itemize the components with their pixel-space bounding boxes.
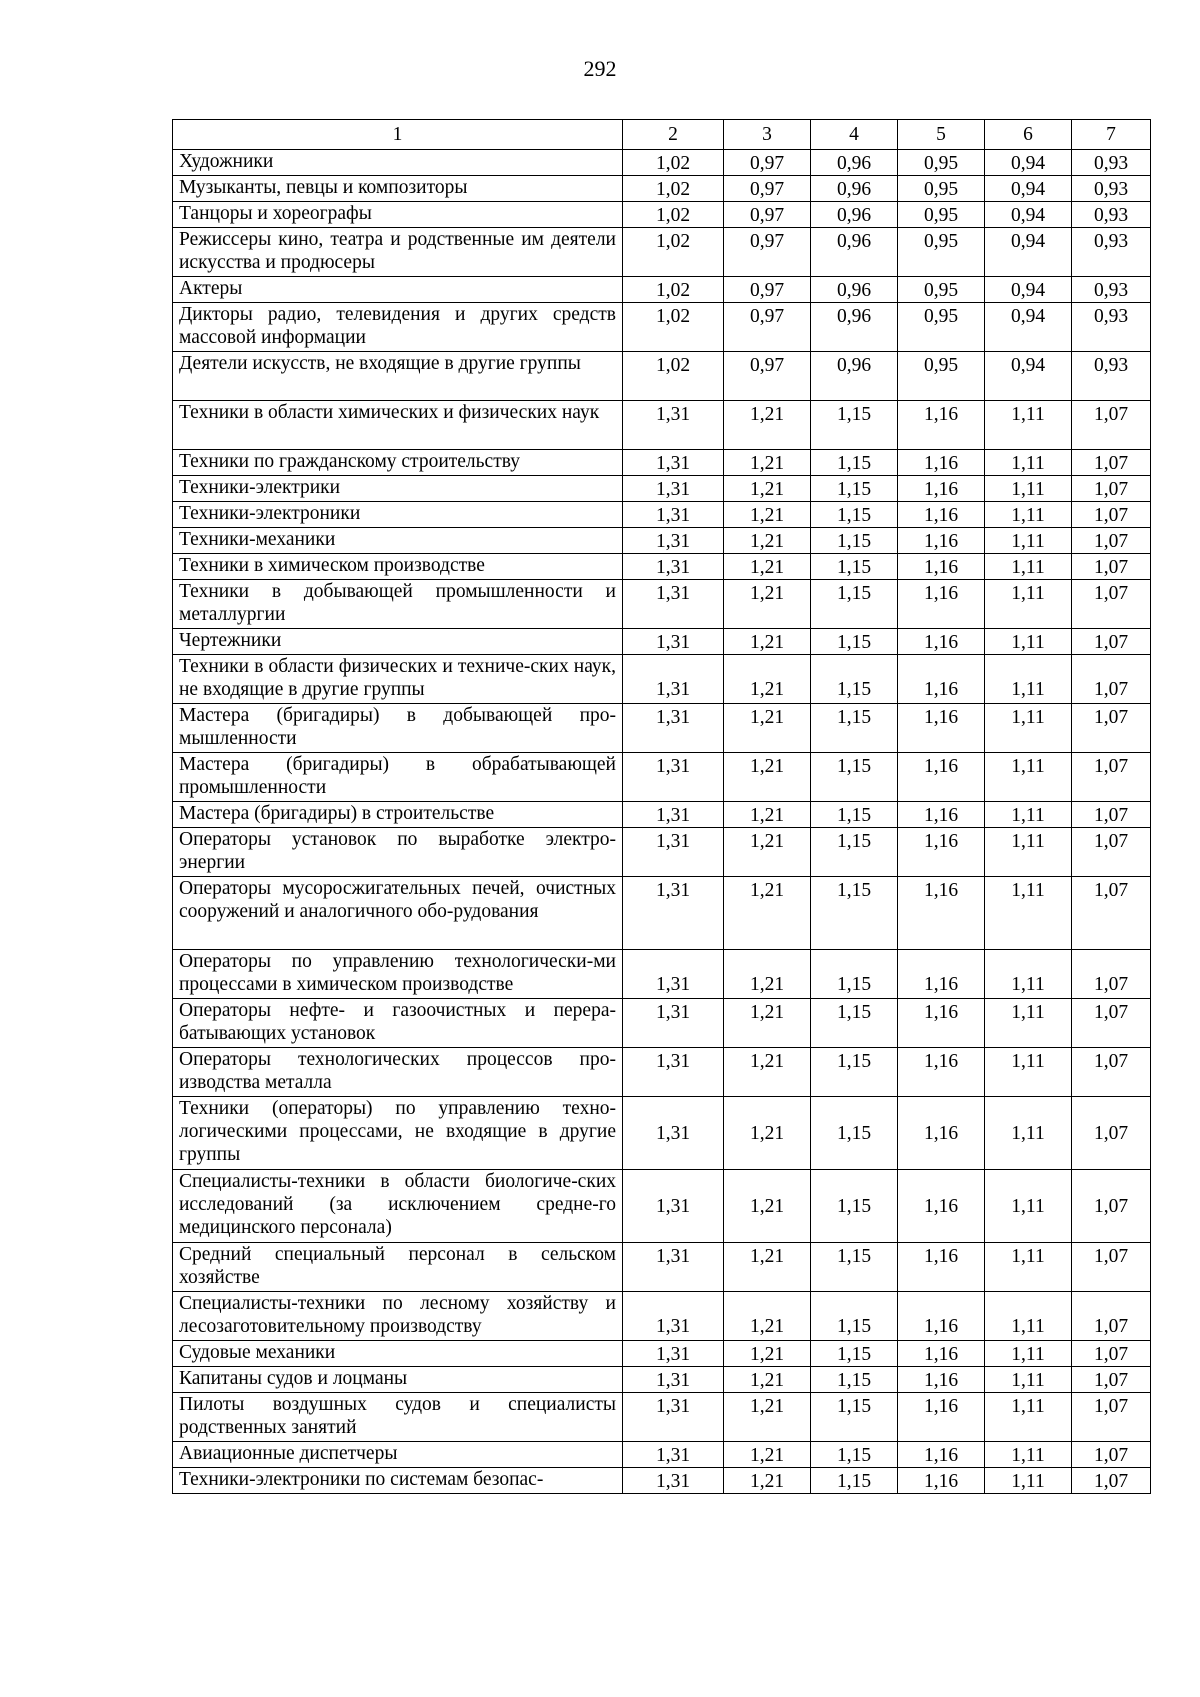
value-cell: 1,07 <box>1072 528 1151 554</box>
value-cell: 0,95 <box>898 150 985 176</box>
table-row <box>173 1097 1151 1170</box>
value-cell: 0,95 <box>898 303 985 352</box>
occupation-cell: Средний специальный персонал в сельском хозяйстве <box>173 1243 623 1292</box>
value-cell: 1,21 <box>724 554 811 580</box>
value-cell: 0,97 <box>724 303 811 352</box>
value-cell: 1,21 <box>724 877 811 950</box>
value-cell: 1,11 <box>985 580 1072 629</box>
occupation-cell: Чертежники <box>173 629 623 655</box>
value-cell: 1,21 <box>724 401 811 450</box>
value-cell: 1,15 <box>811 655 898 704</box>
value-cell: 1,11 <box>985 1393 1072 1442</box>
value-cell: 1,31 <box>623 655 724 704</box>
occupation-cell: Пилоты воздушных судов и специалисты родственных занятий <box>173 1393 623 1442</box>
value-cell: 1,11 <box>985 1367 1072 1393</box>
value-cell: 1,11 <box>985 629 1072 655</box>
value-cell: 0,96 <box>811 303 898 352</box>
value-cell: 1,11 <box>985 450 1072 476</box>
value-cell: 1,11 <box>985 1341 1072 1367</box>
value-cell: 1,21 <box>724 1442 811 1468</box>
value-cell: 1,21 <box>724 1243 811 1292</box>
value-cell: 1,02 <box>623 228 724 277</box>
column-header: 1 <box>173 120 623 150</box>
value-cell: 0,96 <box>811 352 898 401</box>
value-cell: 1,16 <box>898 1442 985 1468</box>
column-header: 3 <box>724 120 811 150</box>
value-cell: 1,07 <box>1072 554 1151 580</box>
value-cell: 1,15 <box>811 753 898 802</box>
value-cell: 1,11 <box>985 1048 1072 1097</box>
value-cell: 1,16 <box>898 528 985 554</box>
occupation-cell: Техники-электрики <box>173 476 623 502</box>
occupation-cell: Музыканты, певцы и композиторы <box>173 176 623 202</box>
value-cell: 0,95 <box>898 277 985 303</box>
value-cell: 0,97 <box>724 176 811 202</box>
value-cell: 0,96 <box>811 150 898 176</box>
value-cell: 1,11 <box>985 1170 1072 1243</box>
value-cell: 1,21 <box>724 1468 811 1494</box>
value-cell: 1,11 <box>985 999 1072 1048</box>
column-header: 4 <box>811 120 898 150</box>
occupation-cell: Судовые механики <box>173 1341 623 1367</box>
table-row <box>173 1341 1151 1367</box>
value-cell: 1,16 <box>898 580 985 629</box>
value-cell: 1,15 <box>811 554 898 580</box>
value-cell: 1,07 <box>1072 828 1151 877</box>
value-cell: 0,94 <box>985 202 1072 228</box>
value-cell: 1,16 <box>898 1243 985 1292</box>
value-cell: 1,11 <box>985 1243 1072 1292</box>
value-cell: 0,97 <box>724 228 811 277</box>
value-cell: 1,16 <box>898 1367 985 1393</box>
value-cell: 1,11 <box>985 528 1072 554</box>
value-cell: 1,31 <box>623 1048 724 1097</box>
value-cell: 1,07 <box>1072 1393 1151 1442</box>
column-header: 5 <box>898 120 985 150</box>
value-cell: 1,21 <box>724 580 811 629</box>
value-cell: 0,94 <box>985 352 1072 401</box>
table-row <box>173 303 1151 352</box>
value-cell: 0,97 <box>724 202 811 228</box>
value-cell: 1,11 <box>985 1442 1072 1468</box>
value-cell: 1,16 <box>898 1048 985 1097</box>
occupation-cell: Танцоры и хореографы <box>173 202 623 228</box>
table-row <box>173 1170 1151 1243</box>
value-cell: 1,15 <box>811 629 898 655</box>
value-cell: 0,94 <box>985 303 1072 352</box>
value-cell: 1,02 <box>623 202 724 228</box>
occupation-cell: Операторы по управлению технологически-ми процессами в химическом производстве <box>173 950 623 999</box>
value-cell: 1,31 <box>623 476 724 502</box>
table-row <box>173 704 1151 753</box>
value-cell: 1,16 <box>898 802 985 828</box>
value-cell: 1,11 <box>985 1097 1072 1170</box>
table-row <box>173 1292 1151 1341</box>
value-cell: 1,21 <box>724 1393 811 1442</box>
value-cell: 1,15 <box>811 1170 898 1243</box>
value-cell: 1,11 <box>985 655 1072 704</box>
table-row <box>173 950 1151 999</box>
value-cell: 1,07 <box>1072 1097 1151 1170</box>
value-cell: 0,93 <box>1072 303 1151 352</box>
table-row <box>173 629 1151 655</box>
table-row <box>173 828 1151 877</box>
occupation-cell: Техники-механики <box>173 528 623 554</box>
value-cell: 1,07 <box>1072 476 1151 502</box>
occupation-cell: Операторы нефте- и газоочистных и перера-батывающих установок <box>173 999 623 1048</box>
occupation-cell: Специалисты-техники в области биологиче-ских исследований (за исключением средне-го медицинского персонала) <box>173 1170 623 1243</box>
table-row <box>173 753 1151 802</box>
value-cell: 1,07 <box>1072 401 1151 450</box>
column-header: 7 <box>1072 120 1151 150</box>
value-cell: 1,02 <box>623 352 724 401</box>
value-cell: 1,15 <box>811 401 898 450</box>
value-cell: 1,11 <box>985 753 1072 802</box>
value-cell: 1,15 <box>811 1341 898 1367</box>
value-cell: 1,31 <box>623 877 724 950</box>
value-cell: 1,15 <box>811 1048 898 1097</box>
value-cell: 1,31 <box>623 1468 724 1494</box>
table-row <box>173 401 1151 450</box>
occupation-cell: Авиационные диспетчеры <box>173 1442 623 1468</box>
value-cell: 0,93 <box>1072 150 1151 176</box>
table-row <box>173 277 1151 303</box>
value-cell: 1,15 <box>811 950 898 999</box>
occupation-cell: Режиссеры кино, театра и родственные им деятели искусства и продюсеры <box>173 228 623 277</box>
value-cell: 1,16 <box>898 502 985 528</box>
value-cell: 0,94 <box>985 228 1072 277</box>
value-cell: 0,97 <box>724 352 811 401</box>
occupation-cell: Капитаны судов и лоцманы <box>173 1367 623 1393</box>
value-cell: 1,31 <box>623 580 724 629</box>
value-cell: 0,93 <box>1072 277 1151 303</box>
value-cell: 1,31 <box>623 1170 724 1243</box>
value-cell: 1,31 <box>623 828 724 877</box>
value-cell: 1,15 <box>811 1243 898 1292</box>
value-cell: 0,93 <box>1072 202 1151 228</box>
occupation-cell: Техники в добывающей промышленности и металлургии <box>173 580 623 629</box>
value-cell: 0,97 <box>724 150 811 176</box>
value-cell: 1,16 <box>898 1468 985 1494</box>
value-cell: 1,21 <box>724 528 811 554</box>
value-cell: 1,16 <box>898 999 985 1048</box>
coefficients-table <box>172 119 1151 1494</box>
occupation-cell: Специалисты-техники по лесному хозяйству и лесозаготовительному производству <box>173 1292 623 1341</box>
occupation-cell: Мастера (бригадиры) в добывающей про-мышленности <box>173 704 623 753</box>
value-cell: 1,11 <box>985 828 1072 877</box>
column-header: 6 <box>985 120 1072 150</box>
table-row <box>173 1468 1151 1494</box>
value-cell: 1,15 <box>811 502 898 528</box>
value-cell: 1,31 <box>623 629 724 655</box>
value-cell: 1,16 <box>898 629 985 655</box>
table-row <box>173 202 1151 228</box>
value-cell: 1,31 <box>623 1243 724 1292</box>
table-row <box>173 502 1151 528</box>
value-cell: 1,31 <box>623 1341 724 1367</box>
value-cell: 0,95 <box>898 228 985 277</box>
occupation-cell: Техники-электроники по системам безопас- <box>173 1468 623 1494</box>
value-cell: 0,96 <box>811 228 898 277</box>
table-row <box>173 1243 1151 1292</box>
value-cell: 1,16 <box>898 753 985 802</box>
value-cell: 0,95 <box>898 202 985 228</box>
table-row <box>173 528 1151 554</box>
table-row <box>173 802 1151 828</box>
value-cell: 1,07 <box>1072 999 1151 1048</box>
occupation-cell: Техники в химическом производстве <box>173 554 623 580</box>
value-cell: 1,31 <box>623 704 724 753</box>
value-cell: 1,16 <box>898 1341 985 1367</box>
table-row <box>173 554 1151 580</box>
occupation-cell: Техники-электроники <box>173 502 623 528</box>
occupation-cell: Техники (операторы) по управлению техно-логическими процессами, не входящие в другие группы <box>173 1097 623 1170</box>
table-row <box>173 228 1151 277</box>
occupation-cell: Актеры <box>173 277 623 303</box>
value-cell: 1,07 <box>1072 655 1151 704</box>
value-cell: 1,31 <box>623 450 724 476</box>
value-cell: 1,07 <box>1072 704 1151 753</box>
value-cell: 1,21 <box>724 1292 811 1341</box>
value-cell: 1,16 <box>898 1097 985 1170</box>
value-cell: 1,07 <box>1072 1468 1151 1494</box>
value-cell: 1,31 <box>623 1367 724 1393</box>
column-header: 2 <box>623 120 724 150</box>
value-cell: 1,07 <box>1072 802 1151 828</box>
occupation-cell: Художники <box>173 150 623 176</box>
table-row <box>173 580 1151 629</box>
value-cell: 1,21 <box>724 1367 811 1393</box>
value-cell: 1,31 <box>623 1292 724 1341</box>
value-cell: 1,07 <box>1072 753 1151 802</box>
value-cell: 1,15 <box>811 476 898 502</box>
value-cell: 1,16 <box>898 401 985 450</box>
table-header-row <box>173 120 1151 150</box>
value-cell: 1,07 <box>1072 1048 1151 1097</box>
value-cell: 1,07 <box>1072 580 1151 629</box>
value-cell: 1,07 <box>1072 1170 1151 1243</box>
occupation-cell: Операторы мусоросжигательных печей, очистных сооружений и аналогичного обо-рудования <box>173 877 623 950</box>
value-cell: 1,15 <box>811 1468 898 1494</box>
value-cell: 1,11 <box>985 476 1072 502</box>
value-cell: 1,21 <box>724 1341 811 1367</box>
value-cell: 1,21 <box>724 1048 811 1097</box>
value-cell: 1,21 <box>724 828 811 877</box>
value-cell: 1,16 <box>898 828 985 877</box>
occupation-cell: Техники в области химических и физических наук <box>173 401 623 450</box>
table-row <box>173 176 1151 202</box>
table-row <box>173 999 1151 1048</box>
value-cell: 1,21 <box>724 999 811 1048</box>
value-cell: 1,16 <box>898 655 985 704</box>
value-cell: 1,31 <box>623 802 724 828</box>
value-cell: 1,16 <box>898 877 985 950</box>
table-row <box>173 450 1151 476</box>
value-cell: 1,07 <box>1072 629 1151 655</box>
table-row <box>173 1393 1151 1442</box>
value-cell: 1,07 <box>1072 502 1151 528</box>
value-cell: 0,93 <box>1072 352 1151 401</box>
value-cell: 1,15 <box>811 999 898 1048</box>
value-cell: 1,02 <box>623 303 724 352</box>
value-cell: 0,95 <box>898 176 985 202</box>
value-cell: 1,15 <box>811 1442 898 1468</box>
value-cell: 1,11 <box>985 554 1072 580</box>
occupation-cell: Техники в области физических и техниче-ских наук, не входящие в другие группы <box>173 655 623 704</box>
value-cell: 1,07 <box>1072 450 1151 476</box>
value-cell: 1,15 <box>811 1367 898 1393</box>
value-cell: 1,31 <box>623 999 724 1048</box>
occupation-cell: Дикторы радио, телевидения и других средств массовой информации <box>173 303 623 352</box>
value-cell: 0,93 <box>1072 228 1151 277</box>
value-cell: 1,21 <box>724 753 811 802</box>
value-cell: 1,07 <box>1072 1243 1151 1292</box>
value-cell: 1,11 <box>985 1292 1072 1341</box>
value-cell: 1,16 <box>898 554 985 580</box>
value-cell: 1,21 <box>724 629 811 655</box>
value-cell: 1,07 <box>1072 950 1151 999</box>
value-cell: 1,07 <box>1072 877 1151 950</box>
value-cell: 1,15 <box>811 528 898 554</box>
value-cell: 0,94 <box>985 176 1072 202</box>
value-cell: 1,11 <box>985 401 1072 450</box>
value-cell: 1,15 <box>811 450 898 476</box>
value-cell: 1,21 <box>724 476 811 502</box>
value-cell: 1,31 <box>623 502 724 528</box>
occupation-cell: Операторы технологических процессов про-изводства металла <box>173 1048 623 1097</box>
value-cell: 1,31 <box>623 401 724 450</box>
value-cell: 1,15 <box>811 1393 898 1442</box>
value-cell: 1,16 <box>898 1292 985 1341</box>
value-cell: 0,96 <box>811 176 898 202</box>
value-cell: 1,31 <box>623 1442 724 1468</box>
value-cell: 1,02 <box>623 176 724 202</box>
table-row <box>173 150 1151 176</box>
value-cell: 1,16 <box>898 950 985 999</box>
value-cell: 1,21 <box>724 655 811 704</box>
value-cell: 1,16 <box>898 476 985 502</box>
value-cell: 1,15 <box>811 1292 898 1341</box>
value-cell: 1,21 <box>724 802 811 828</box>
table-row <box>173 877 1151 950</box>
value-cell: 1,21 <box>724 1097 811 1170</box>
value-cell: 0,94 <box>985 150 1072 176</box>
value-cell: 1,11 <box>985 950 1072 999</box>
value-cell: 0,96 <box>811 202 898 228</box>
value-cell: 1,31 <box>623 554 724 580</box>
value-cell: 1,15 <box>811 802 898 828</box>
value-cell: 1,15 <box>811 877 898 950</box>
value-cell: 1,15 <box>811 1097 898 1170</box>
occupation-cell: Деятели искусств, не входящие в другие группы <box>173 352 623 401</box>
value-cell: 1,16 <box>898 450 985 476</box>
table-row <box>173 1367 1151 1393</box>
occupation-cell: Мастера (бригадиры) в строительстве <box>173 802 623 828</box>
value-cell: 1,31 <box>623 528 724 554</box>
occupation-cell: Операторы установок по выработке электро-энергии <box>173 828 623 877</box>
value-cell: 1,02 <box>623 150 724 176</box>
value-cell: 1,15 <box>811 704 898 753</box>
value-cell: 1,11 <box>985 802 1072 828</box>
table-row <box>173 1048 1151 1097</box>
value-cell: 0,96 <box>811 277 898 303</box>
value-cell: 1,07 <box>1072 1442 1151 1468</box>
value-cell: 1,15 <box>811 828 898 877</box>
value-cell: 1,16 <box>898 704 985 753</box>
table-row <box>173 352 1151 401</box>
page-number: 292 <box>583 56 617 81</box>
value-cell: 1,11 <box>985 877 1072 950</box>
value-cell: 1,31 <box>623 753 724 802</box>
table-row <box>173 476 1151 502</box>
value-cell: 0,94 <box>985 277 1072 303</box>
value-cell: 1,31 <box>623 950 724 999</box>
value-cell: 1,21 <box>724 1170 811 1243</box>
occupation-cell: Техники по гражданскому строительству <box>173 450 623 476</box>
value-cell: 1,07 <box>1072 1367 1151 1393</box>
value-cell: 1,21 <box>724 704 811 753</box>
value-cell: 1,21 <box>724 450 811 476</box>
value-cell: 1,31 <box>623 1393 724 1442</box>
table-row <box>173 1442 1151 1468</box>
value-cell: 1,21 <box>724 950 811 999</box>
value-cell: 1,16 <box>898 1170 985 1243</box>
value-cell: 1,11 <box>985 704 1072 753</box>
value-cell: 1,11 <box>985 502 1072 528</box>
occupation-cell: Мастера (бригадиры) в обрабатывающей промышленности <box>173 753 623 802</box>
table-row <box>173 655 1151 704</box>
value-cell: 0,97 <box>724 277 811 303</box>
value-cell: 1,02 <box>623 277 724 303</box>
value-cell: 1,07 <box>1072 1292 1151 1341</box>
value-cell: 1,16 <box>898 1393 985 1442</box>
value-cell: 1,07 <box>1072 1341 1151 1367</box>
value-cell: 0,95 <box>898 352 985 401</box>
value-cell: 1,11 <box>985 1468 1072 1494</box>
value-cell: 0,93 <box>1072 176 1151 202</box>
value-cell: 1,15 <box>811 580 898 629</box>
value-cell: 1,31 <box>623 1097 724 1170</box>
value-cell: 1,21 <box>724 502 811 528</box>
